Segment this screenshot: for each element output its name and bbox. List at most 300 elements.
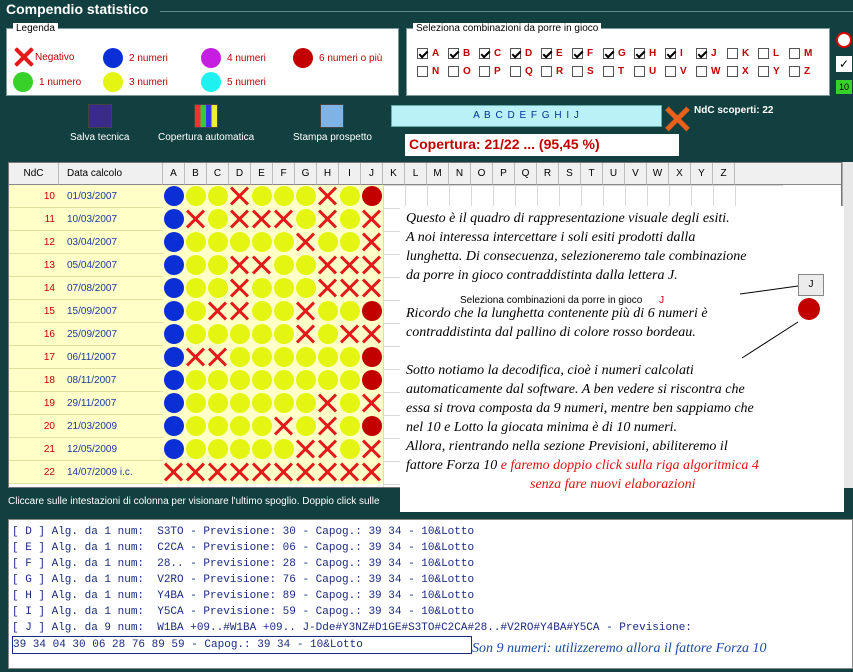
checkbox-box[interactable] xyxy=(665,66,676,77)
checkbox-F[interactable] xyxy=(572,48,593,59)
outcome-dot-icon xyxy=(296,255,316,275)
dark-red-dot-icon xyxy=(293,48,313,68)
col-header-M[interactable]: M xyxy=(427,163,449,185)
outcome-cell xyxy=(295,208,317,231)
outcome-dot-icon xyxy=(186,232,206,252)
outcome-cell xyxy=(339,254,361,277)
checkbox-box[interactable] xyxy=(479,66,490,77)
outcome-cell xyxy=(185,254,207,277)
outcome-cell xyxy=(251,461,273,484)
outcome-cell xyxy=(317,300,339,323)
outcome-dot-icon xyxy=(208,439,228,459)
checkbox-R[interactable] xyxy=(541,66,563,77)
green-dot-icon xyxy=(13,72,33,92)
outcome-dot-icon xyxy=(362,301,382,321)
outcome-dot-icon xyxy=(252,347,272,367)
col-header-Q[interactable]: Q xyxy=(515,163,537,185)
outcome-cell xyxy=(295,415,317,438)
outcome-cell xyxy=(273,346,295,369)
note-red-line: e faremo doppio click sulla riga algoritmica 4 xyxy=(500,458,759,473)
outcome-cell xyxy=(295,392,317,415)
checkbox-box[interactable] xyxy=(572,48,583,59)
log-line: 39 34 04 30 06 28 76 89 59 - Capog.: 39 34 - 10&Lotto xyxy=(12,636,472,654)
checkbox-label: A xyxy=(432,48,440,59)
close-x-icon[interactable] xyxy=(664,106,690,132)
outcome-cell xyxy=(273,323,295,346)
red-x-icon xyxy=(229,185,251,207)
red-x-icon xyxy=(361,438,383,460)
red-x-icon xyxy=(229,277,251,299)
arrow-lines xyxy=(740,280,840,370)
empty-cell xyxy=(581,185,603,208)
outcome-dot-icon xyxy=(186,393,206,413)
checkbox-T[interactable] xyxy=(603,66,624,77)
table-row[interactable] xyxy=(9,185,842,208)
checkbox-box[interactable] xyxy=(603,66,614,77)
col-header-K[interactable]: K xyxy=(383,163,405,185)
outcome-dot-icon xyxy=(208,255,228,275)
empty-cell xyxy=(669,185,691,208)
date-cell: 07/08/2007 xyxy=(59,277,163,300)
checkbox-label: V xyxy=(680,66,687,77)
empty-cell xyxy=(537,185,559,208)
red-x-icon xyxy=(229,208,251,230)
checkbox-box[interactable] xyxy=(572,66,583,77)
checkbox-X[interactable] xyxy=(727,66,749,77)
checkbox-B[interactable] xyxy=(448,48,470,59)
outcome-cell xyxy=(229,392,251,415)
red-x-icon xyxy=(361,277,383,299)
outcome-dot-icon xyxy=(252,393,272,413)
col-header-E[interactable]: E xyxy=(251,163,273,185)
outcome-cell xyxy=(361,185,383,208)
empty-cell xyxy=(559,185,581,208)
outcome-cell xyxy=(251,392,273,415)
col-header-A[interactable]: A xyxy=(163,163,185,185)
outcome-cell xyxy=(207,300,229,323)
checkbox-box[interactable] xyxy=(510,66,521,77)
outcome-dot-icon xyxy=(252,416,272,436)
outcome-dot-icon xyxy=(164,370,184,390)
outcome-cell xyxy=(229,254,251,277)
outcome-dot-icon xyxy=(186,324,206,344)
col-header-J[interactable]: J xyxy=(361,163,383,185)
outcome-cell xyxy=(185,185,207,208)
outcome-cell xyxy=(273,461,295,484)
col-header-D[interactable]: D xyxy=(229,163,251,185)
j-button[interactable]: J xyxy=(798,274,824,296)
outcome-cell xyxy=(163,208,185,231)
red-x-icon xyxy=(295,323,317,345)
checkbox-M[interactable] xyxy=(789,48,812,59)
blue-dot-icon xyxy=(103,48,123,68)
red-x-icon xyxy=(251,461,273,483)
empty-cell xyxy=(515,185,537,208)
checkbox-box[interactable] xyxy=(696,48,707,59)
checkbox-box[interactable] xyxy=(727,48,738,59)
outcome-cell xyxy=(295,185,317,208)
checkbox-I[interactable] xyxy=(665,48,683,59)
save-technique-button[interactable]: Salva tecnica xyxy=(70,104,129,143)
red-x-icon xyxy=(339,461,361,483)
log-line: [ I ] Alg. da 1 num: Y5CA - Previsione: 59 - Capog.: 39 34 - 10&Lotto xyxy=(12,606,475,618)
checkbox-box[interactable] xyxy=(758,66,769,77)
date-cell: 15/09/2007 xyxy=(59,300,163,323)
outcome-cell xyxy=(295,438,317,461)
checkbox-V[interactable] xyxy=(665,66,687,77)
outcome-dot-icon xyxy=(186,255,206,275)
outcome-cell xyxy=(273,208,295,231)
outcome-dot-icon xyxy=(274,347,294,367)
outcome-cell xyxy=(185,208,207,231)
outcome-cell xyxy=(185,438,207,461)
outcome-dot-icon xyxy=(340,416,360,436)
col-header-X[interactable]: X xyxy=(669,163,691,185)
checkbox-label: Y xyxy=(773,66,780,77)
outcome-dot-icon xyxy=(296,278,316,298)
checkbox-label: H xyxy=(649,48,657,59)
coverage-label: Copertura: 21/22 ... (95,45 %) xyxy=(405,134,679,156)
col-header-V[interactable]: V xyxy=(625,163,647,185)
outcome-cell xyxy=(251,346,273,369)
checkbox-box[interactable] xyxy=(789,48,800,59)
checkbox-Y[interactable] xyxy=(758,66,780,77)
outcome-dot-icon xyxy=(164,301,184,321)
col-header-P[interactable]: P xyxy=(493,163,515,185)
checkbox-box[interactable] xyxy=(727,66,738,77)
ndc-cell: 19 xyxy=(9,392,59,415)
outcome-cell xyxy=(361,392,383,415)
outcome-dot-icon xyxy=(274,301,294,321)
outcome-cell xyxy=(207,461,229,484)
window-title: Compendio statistico xyxy=(6,1,149,17)
outcome-dot-icon xyxy=(340,393,360,413)
checkbox-N[interactable] xyxy=(417,66,439,77)
checkbox-label: R xyxy=(556,66,564,77)
col-header-I[interactable]: I xyxy=(339,163,361,185)
red-x-icon xyxy=(339,277,361,299)
col-header-B[interactable]: B xyxy=(185,163,207,185)
outcome-dot-icon xyxy=(208,393,228,413)
outcome-cell xyxy=(163,254,185,277)
red-x-icon xyxy=(229,300,251,322)
red-x-icon xyxy=(317,254,339,276)
red-x-icon xyxy=(229,254,251,276)
col-header-G[interactable]: G xyxy=(295,163,317,185)
legend-3-numeri: 3 numeri xyxy=(103,72,168,92)
checkbox-Q[interactable] xyxy=(510,66,533,77)
col-header-S[interactable]: S xyxy=(559,163,581,185)
outcome-dot-icon xyxy=(340,209,360,229)
outcome-cell xyxy=(317,323,339,346)
yellow-dot-icon xyxy=(103,72,123,92)
date-cell: 25/09/2007 xyxy=(59,323,163,346)
outcome-cell xyxy=(163,438,185,461)
empty-cell xyxy=(647,185,669,208)
legend-title: Legenda xyxy=(13,23,58,34)
red-x-icon xyxy=(185,461,207,483)
outcome-cell xyxy=(185,300,207,323)
outcome-cell xyxy=(207,208,229,231)
checkbox-label: B xyxy=(463,48,471,59)
checkbox-U[interactable] xyxy=(634,66,656,77)
outcome-cell xyxy=(273,415,295,438)
outcome-dot-icon xyxy=(164,347,184,367)
col-header-U[interactable]: U xyxy=(603,163,625,185)
outcome-cell xyxy=(207,323,229,346)
red-x-icon xyxy=(207,461,229,483)
checkbox-box[interactable] xyxy=(634,48,645,59)
outcome-dot-icon xyxy=(296,209,316,229)
outcome-cell xyxy=(185,415,207,438)
outcome-cell xyxy=(273,277,295,300)
checkbox-O[interactable] xyxy=(448,66,471,77)
red-x-icon xyxy=(317,277,339,299)
checkbox-label: U xyxy=(649,66,657,77)
checkbox-C[interactable] xyxy=(479,48,501,59)
checkbox-S[interactable] xyxy=(572,66,594,77)
date-cell: 03/04/2007 xyxy=(59,231,163,254)
log-line: [ D ] Alg. da 1 num: S3TO - Previsione: 30 - Capog.: 39 34 - 10&Lotto xyxy=(12,526,475,538)
col-header-R[interactable]: R xyxy=(537,163,559,185)
outcome-dot-icon xyxy=(230,393,250,413)
outcome-dot-icon xyxy=(186,370,206,390)
date-cell: 05/04/2007 xyxy=(59,254,163,277)
outcome-dot-icon xyxy=(274,439,294,459)
red-x-icon xyxy=(185,346,207,368)
note-line: da porre in gioco contraddistinta dalla lettera J. xyxy=(406,268,678,283)
side-buttons xyxy=(836,30,853,96)
red-x-icon xyxy=(361,461,383,483)
outcome-cell xyxy=(339,438,361,461)
grid-hint: Cliccare sulle intestazioni di colonna per visionare l'ultimo spoglio. Doppio click sulle xyxy=(8,496,380,507)
col-header-T[interactable]: T xyxy=(581,163,603,185)
outcome-cell xyxy=(317,254,339,277)
col-header-Z[interactable]: Z xyxy=(713,163,735,185)
empty-cell xyxy=(471,185,493,208)
outcome-cell xyxy=(185,277,207,300)
col-header-date[interactable]: Data calcolo xyxy=(59,163,163,185)
checkbox-box[interactable] xyxy=(665,48,676,59)
outcome-cell xyxy=(163,415,185,438)
checkbox-box[interactable] xyxy=(789,66,800,77)
ndc-scoperti-label: NdC scoperti: 22 xyxy=(694,105,774,116)
outcome-cell xyxy=(317,185,339,208)
checkbox-box[interactable] xyxy=(510,48,521,59)
red-x-icon xyxy=(163,461,185,483)
checkbox-box[interactable] xyxy=(479,48,490,59)
col-header-Y[interactable]: Y xyxy=(691,163,713,185)
col-header-ndc[interactable]: NdC xyxy=(9,163,59,185)
empty-cell xyxy=(449,185,471,208)
outcome-dot-icon xyxy=(340,232,360,252)
outcome-cell xyxy=(229,277,251,300)
red-x-icon xyxy=(251,254,273,276)
red-x-icon xyxy=(185,208,207,230)
outcome-cell xyxy=(295,323,317,346)
print-report-button[interactable]: Stampa prospetto xyxy=(293,104,372,143)
red-x-icon xyxy=(229,461,251,483)
col-header-N[interactable]: N xyxy=(449,163,471,185)
col-header-filler xyxy=(735,163,842,185)
checkbox-Z[interactable] xyxy=(789,66,810,77)
checkbox-D[interactable] xyxy=(510,48,532,59)
outcome-cell xyxy=(163,346,185,369)
date-cell: 21/03/2009 xyxy=(59,415,163,438)
outcome-cell xyxy=(295,461,317,484)
legend-2-numeri: 2 numeri xyxy=(103,48,168,68)
outcome-dot-icon xyxy=(208,416,228,436)
outcome-cell xyxy=(251,231,273,254)
outcome-cell xyxy=(251,438,273,461)
ndc-cell: 12 xyxy=(9,231,59,254)
outcome-cell xyxy=(339,277,361,300)
checkbox-label: S xyxy=(587,66,594,77)
col-header-F[interactable]: F xyxy=(273,163,295,185)
legend-5-numeri: 5 numeri xyxy=(201,72,266,92)
outcome-dot-icon xyxy=(340,301,360,321)
outcome-dot-icon xyxy=(230,416,250,436)
checkbox-J[interactable] xyxy=(696,48,717,59)
outcome-dot-icon xyxy=(340,347,360,367)
outcome-cell xyxy=(361,369,383,392)
outcome-cell xyxy=(207,369,229,392)
outcome-cell xyxy=(339,208,361,231)
outcome-cell xyxy=(207,415,229,438)
checkbox-box[interactable] xyxy=(417,48,428,59)
col-header-C[interactable]: C xyxy=(207,163,229,185)
outcome-cell xyxy=(229,323,251,346)
checkbox-box[interactable] xyxy=(541,66,552,77)
outcome-dot-icon xyxy=(362,186,382,206)
red-x-icon xyxy=(361,208,383,230)
checkbox-label: C xyxy=(494,48,502,59)
check-icon[interactable]: ✓ xyxy=(836,56,852,72)
empty-cell xyxy=(405,185,427,208)
outcome-dot-icon xyxy=(318,232,338,252)
outcome-cell xyxy=(185,392,207,415)
outcome-cell xyxy=(229,185,251,208)
decoding-letters: A B C D E F G H I J xyxy=(391,105,662,127)
empty-cell xyxy=(713,185,735,208)
checkbox-box[interactable] xyxy=(634,66,645,77)
auto-coverage-button[interactable]: Copertura automatica xyxy=(158,104,254,143)
red-x-icon xyxy=(361,323,383,345)
mini-check-j: J xyxy=(659,295,665,306)
outcome-dot-icon xyxy=(186,186,206,206)
outcome-cell xyxy=(295,369,317,392)
red-x-icon xyxy=(13,46,35,68)
note-line: Ricordo che la lunghetta contenente più di 6 numeri è xyxy=(406,306,708,321)
outcome-cell xyxy=(251,185,273,208)
outcome-cell xyxy=(317,208,339,231)
checkbox-H[interactable] xyxy=(634,48,656,59)
outcome-cell xyxy=(251,208,273,231)
outcome-dot-icon xyxy=(230,439,250,459)
checkbox-box[interactable] xyxy=(417,66,428,77)
outcome-dot-icon xyxy=(318,347,338,367)
outcome-dot-icon xyxy=(318,324,338,344)
checkbox-box[interactable] xyxy=(696,66,707,77)
outcome-cell xyxy=(317,369,339,392)
outcome-dot-icon xyxy=(252,232,272,252)
checkbox-label: L xyxy=(773,48,780,59)
checkbox-label: M xyxy=(804,48,813,59)
checkbox-L[interactable] xyxy=(758,48,779,59)
outcome-dot-icon xyxy=(164,324,184,344)
note-line: Allora, rientrando nella sezione Previsioni, abiliteremo il xyxy=(406,439,728,454)
outcome-dot-icon xyxy=(274,324,294,344)
outcome-dot-icon xyxy=(340,439,360,459)
ndc-cell: 18 xyxy=(9,369,59,392)
outcome-dot-icon xyxy=(164,278,184,298)
checkbox-P[interactable] xyxy=(479,66,501,77)
outcome-cell xyxy=(207,277,229,300)
checkbox-E[interactable] xyxy=(541,48,563,59)
ndc-cell: 21 xyxy=(9,438,59,461)
red-x-icon xyxy=(361,231,383,253)
checkbox-G[interactable] xyxy=(603,48,626,59)
checkbox-W[interactable] xyxy=(696,66,720,77)
legend-negativo: Negativo xyxy=(13,46,74,68)
checkbox-A[interactable] xyxy=(417,48,439,59)
note-line: lunghetta. Di consecuenza, selezioneremo tale combinazione xyxy=(406,249,747,264)
outcome-cell xyxy=(163,461,185,484)
col-header-H[interactable]: H xyxy=(317,163,339,185)
checkbox-box[interactable] xyxy=(448,48,459,59)
floppy-disk-icon xyxy=(88,104,112,128)
checkbox-box[interactable] xyxy=(603,48,614,59)
outcome-cell xyxy=(163,300,185,323)
red-x-icon xyxy=(317,185,339,207)
outcome-cell xyxy=(273,392,295,415)
outcome-cell xyxy=(163,323,185,346)
outcome-cell xyxy=(185,461,207,484)
outcome-cell xyxy=(361,346,383,369)
empty-cell xyxy=(427,185,449,208)
checkbox-box[interactable] xyxy=(448,66,459,77)
outcome-cell xyxy=(361,254,383,277)
checkbox-box[interactable] xyxy=(541,48,552,59)
outcome-cell xyxy=(317,392,339,415)
outcome-cell xyxy=(163,369,185,392)
checkbox-box[interactable] xyxy=(758,48,769,59)
outcome-cell xyxy=(295,277,317,300)
red-x-icon xyxy=(339,323,361,345)
log-line: [ E ] Alg. da 1 num: C2CA - Previsione: 06 - Capog.: 39 34 - 10&Lotto xyxy=(12,542,475,554)
date-cell: 10/03/2007 xyxy=(59,208,163,231)
no-entry-icon[interactable] xyxy=(836,32,852,48)
outcome-dot-icon xyxy=(230,232,250,252)
outcome-cell xyxy=(229,300,251,323)
col-header-O[interactable]: O xyxy=(471,163,493,185)
red-x-icon xyxy=(339,254,361,276)
checkbox-label: O xyxy=(463,66,471,77)
checkbox-K[interactable] xyxy=(727,48,749,59)
legend-4-numeri: 4 numeri xyxy=(201,48,266,68)
col-header-W[interactable]: W xyxy=(647,163,669,185)
outcome-cell xyxy=(229,346,251,369)
red-x-icon xyxy=(207,346,229,368)
red-x-icon xyxy=(317,415,339,437)
outcome-dot-icon xyxy=(362,416,382,436)
outcome-dot-icon xyxy=(208,209,228,229)
col-header-L[interactable]: L xyxy=(405,163,427,185)
ndc-cell: 16 xyxy=(9,323,59,346)
outcome-cell xyxy=(339,231,361,254)
outcome-dot-icon xyxy=(164,232,184,252)
outcome-cell xyxy=(163,392,185,415)
